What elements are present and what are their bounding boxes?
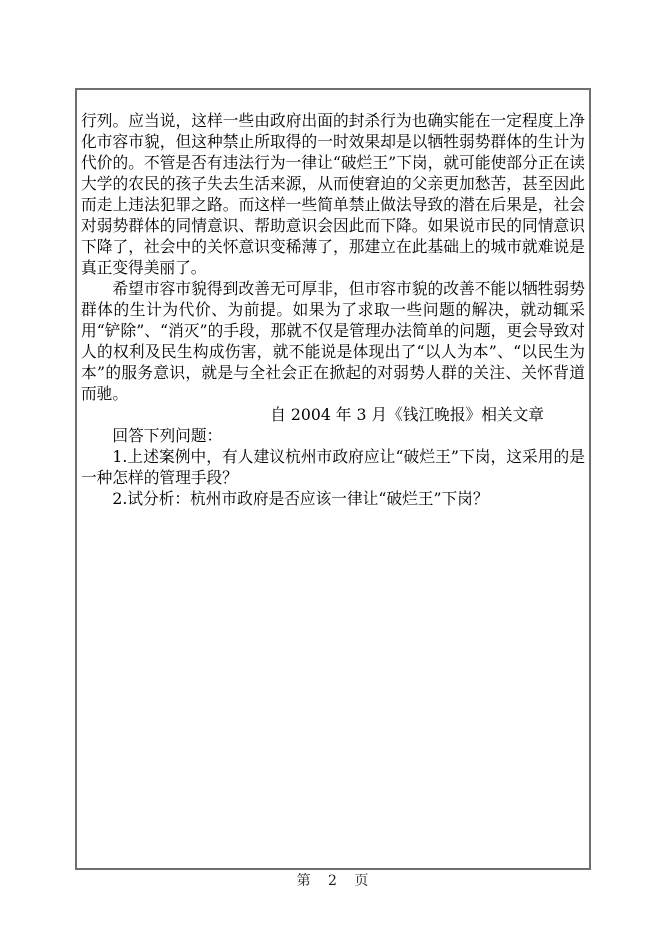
source-attribution: 自 2004 年 3 月《钱江晚报》相关文章 xyxy=(270,405,544,424)
questions-prompt: 回答下列问题： xyxy=(112,426,223,445)
page-number xyxy=(0,872,665,890)
text-frame xyxy=(75,88,591,870)
page-number-label: 第 2 页 xyxy=(296,873,369,889)
question-2: 2.试分析：杭州市政府是否应该一律让“破烂王”下岗？ xyxy=(112,489,489,508)
body-paragraph: 希望市容市貌得到改善无可厚非，但市容市貌的改善不能以牺牲弱势群体的生计为代价、为前提。如果为了求取一些问题的解决，就动辄采用“铲除”、“消灭”的手段，那就不仅是管理办法简单的问题，更会导致对人的权利及民生构成伤害，就不能说是体现出了“以人为本”、“以民生为本”的服务意识，就是与全社会正在掀起的对弱势人群的关注、关怀背道而驰。 xyxy=(81,279,585,403)
body-paragraph-continuation: 行列。应当说，这样一些由政府出面的封杀行为也确实能在一定程度上净化市容市貌，但这种禁止所取得的一时效果却是以牺牲弱势群体的生计为代价的。不管是否有违法行为一律让“破烂王”下岗，就可能使部分正在读大学的农民的孩子失去生活来源，从而使窘迫的父亲更加愁苦，甚至因此而走上违法犯罪之路。而这样一些简单禁止做法导致的潜在后果是，社会对弱势群体的同情意识、帮助意识会因此而下降。如果说市民的同情意识下降了，社会中的关怀意识变稀薄了，那建立在此基础上的城市就难说是真正变得美丽了。 xyxy=(81,111,585,277)
question-1: 1.上述案例中，有人建议杭州市政府应让“破烂王”下岗，这采用的是一种怎样的管理手段？ xyxy=(81,447,585,487)
